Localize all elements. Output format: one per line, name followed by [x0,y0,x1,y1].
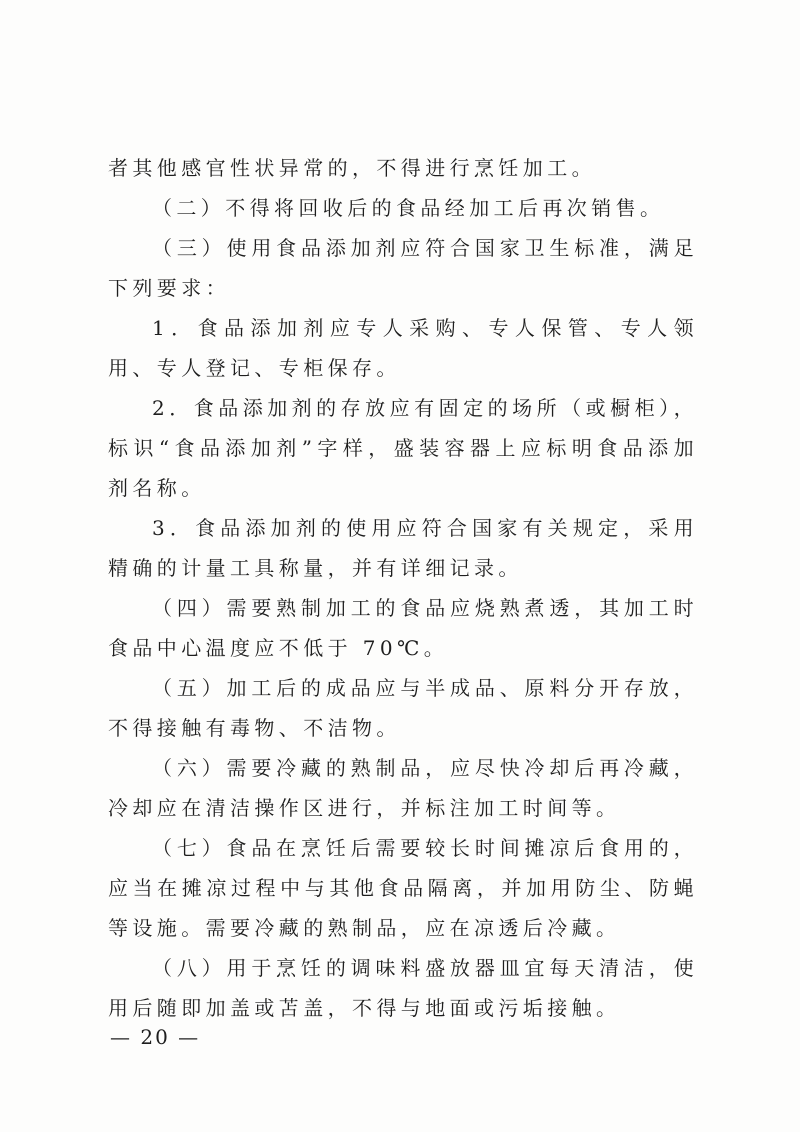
paragraph-subitem-1: 1．食品添加剂应专人采购、专人保管、专人领用、专人登记、专柜保存。 [108,316,698,380]
paragraph-item-2: （二）不得将回收后的食品经加工后再次销售。 [152,196,665,220]
paragraph-item-3: （三）使用食品添加剂应符合国家卫生标准，满足下列要求： [108,236,698,300]
paragraph-subitem-2: 2．食品添加剂的存放应有固定的场所（或橱柜），标识“食品添加剂”字样，盛装容器上应标明食品添加剂名称。 [108,396,698,500]
paragraph-item-6: （六）需要冷藏的熟制品，应尽快冷却后再冷藏，冷却应在清洁操作区进行，并标注加工时间等。 [108,756,698,820]
paragraph-item-4: （四）需要熟制加工的食品应烧熟煮透，其加工时食品中心温度应不低于 70℃。 [108,596,698,660]
page-number: — 20 — [110,1025,201,1049]
paragraph-subitem-3: 3．食品添加剂的使用应符合国家有关规定，采用精确的计量工具称量，并有详细记录。 [108,516,698,580]
paragraph-item-8: （八）用于烹饪的调味料盛放器皿宜每天清洁，使用后随即加盖或苫盖，不得与地面或污垢接触。 [108,956,698,1020]
paragraph-item-5: （五）加工后的成品应与半成品、原料分开存放，不得接触有毒物、不洁物。 [108,676,698,740]
paragraph-item-7: （七）食品在烹饪后需要较长时间摊凉后食用的，应当在摊凉过程中与其他食品隔离，并加用防尘、防蝇等设施。需要冷藏的熟制品，应在凉透后冷藏。 [108,836,698,940]
paragraph-continuation: 者其他感官性状异常的，不得进行烹饪加工。 [108,156,596,180]
document-body [108,148,698,1028]
